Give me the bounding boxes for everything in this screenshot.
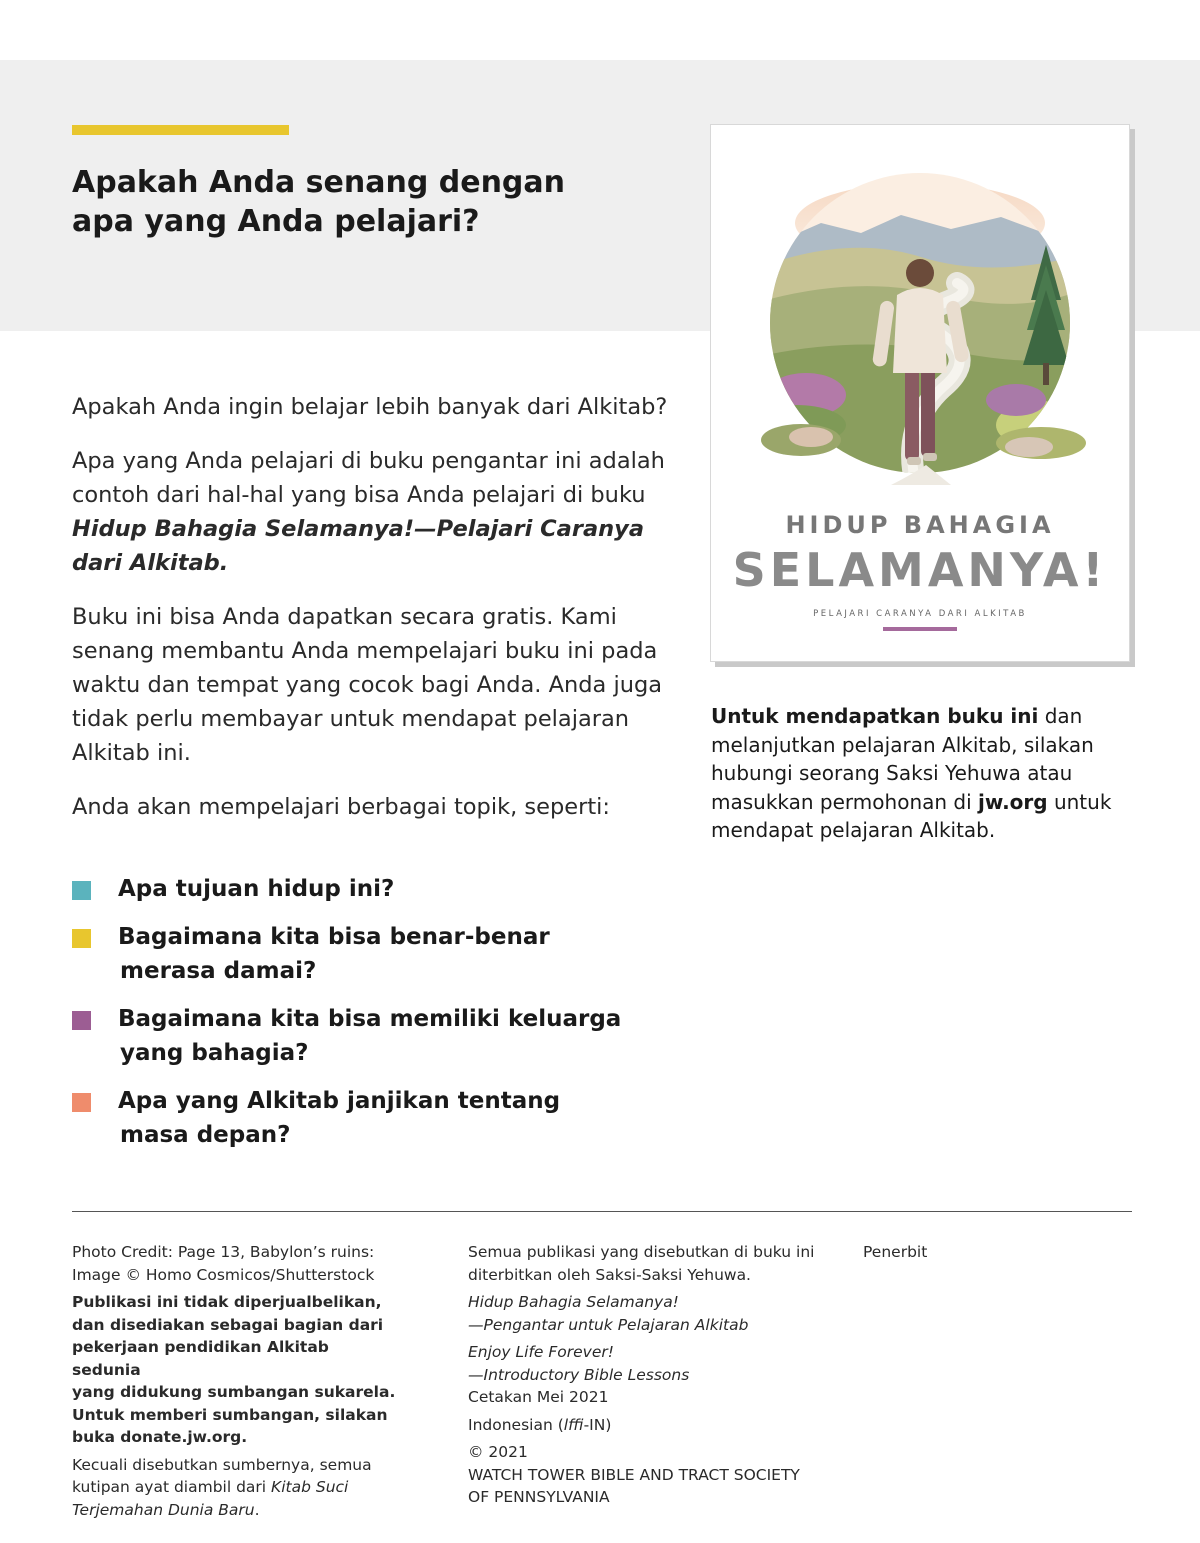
footer-column-credits: [72, 1241, 402, 1526]
topic-item: Bagaimana kita bisa benar-benar merasa damai?: [72, 920, 632, 988]
topic-item: Apa yang Alkitab janjikan tentang masa depan?: [72, 1084, 632, 1152]
donation-notice: Publikasi ini tidak diperjualbelikan, dan disediakan sebagai bagian dari pekerjaan pendidikan Alkitab sedunia yang didukung sumbangan sukarela. Untuk memberi sumbangan, silakan buka donate.jw.org.: [72, 1293, 396, 1446]
call-to-action: Untuk mendapatkan buku ini dan melanjutkan pelajaran Alkitab, silakan hubungi seorang Saksi Yehuwa atau masukkan permohonan di jw.org untuk mendapat pelajaran Alkitab.: [711, 704, 1112, 842]
cover-title-top: HIDUP BAHAGIA: [785, 511, 1055, 539]
publication-title-id: Hidup Bahagia Selamanya! —Pengantar untuk Pelajaran Alkitab: [468, 1293, 749, 1334]
topics-intro: Anda akan mempelajari berbagai topik, seperti:: [72, 794, 611, 820]
page-title: Apakah Anda senang dengan apa yang Anda pelajari?: [72, 165, 566, 239]
square-bullet-icon: [72, 929, 91, 948]
copyright: © 2021 WATCH TOWER BIBLE AND TRACT SOCIETY OF PENNSYLVANIA: [468, 1443, 800, 1506]
cover-illustration: [711, 125, 1129, 505]
jw-org-link[interactable]: jw.org: [978, 789, 1048, 814]
square-bullet-icon: [72, 1093, 91, 1112]
scripture-note: Kecuali disebutkan sumbernya, semua kutipan ayat diambil dari Kitab Suci Terjemahan Dunia Baru.: [72, 1455, 372, 1519]
language-code: Indonesian (lffi-IN): [468, 1415, 612, 1434]
intro-question: Apakah Anda ingin belajar lebih banyak dari Alkitab?: [72, 394, 668, 420]
square-bullet-icon: [72, 881, 91, 900]
cover-title-main: SELAMANYA!: [732, 543, 1108, 597]
intro-text: [72, 390, 692, 844]
footer-divider: [72, 1211, 1132, 1212]
topic-item: Apa tujuan hidup ini?: [72, 872, 632, 906]
intro-paragraph-free: Buku ini bisa Anda dapatkan secara gratis. Kami senang membantu Anda mempelajari buku ini pada waktu dan tempat yang cocok bagi Anda. Anda juga tidak perlu membayar untuk mendapat pelajaran Alkitab ini.: [72, 604, 663, 766]
cover-subtitle: PELAJARI CARANYA DARI ALKITAB: [813, 609, 1027, 619]
publisher-note: Semua publikasi yang disebutkan di buku ini diterbitkan oleh Saksi-Saksi Yehuwa.: [468, 1243, 815, 1284]
square-bullet-icon: [72, 1011, 91, 1030]
intro-paragraph-book: Apa yang Anda pelajari di buku pengantar ini adalah contoh dari hal-hal yang bisa Anda pelajari di buku Hidup Bahagia Selamanya!—Pelajari Caranya dari Alkitab.: [72, 448, 665, 576]
cover-accent-line: [883, 627, 957, 631]
publisher-label: Penerbit: [863, 1243, 928, 1261]
publication-title-en: Enjoy Life Forever! —Introductory Bible Lessons Cetakan Mei 2021: [468, 1343, 690, 1406]
book-cover: [710, 124, 1130, 662]
photo-credit: Photo Credit: Page 13, Babylon’s ruins: Image © Homo Cosmicos/Shutterstock: [72, 1243, 375, 1284]
accent-bar: [72, 125, 289, 135]
footer-column-publisher: [863, 1241, 1123, 1269]
footer-column-publication: [468, 1241, 838, 1514]
topic-list: [72, 872, 632, 1166]
book-title: Hidup Bahagia Selamanya!—Pelajari Caranya dari Alkitab.: [72, 516, 645, 576]
topic-item: Bagaimana kita bisa memiliki keluarga yang bahagia?: [72, 1002, 632, 1070]
